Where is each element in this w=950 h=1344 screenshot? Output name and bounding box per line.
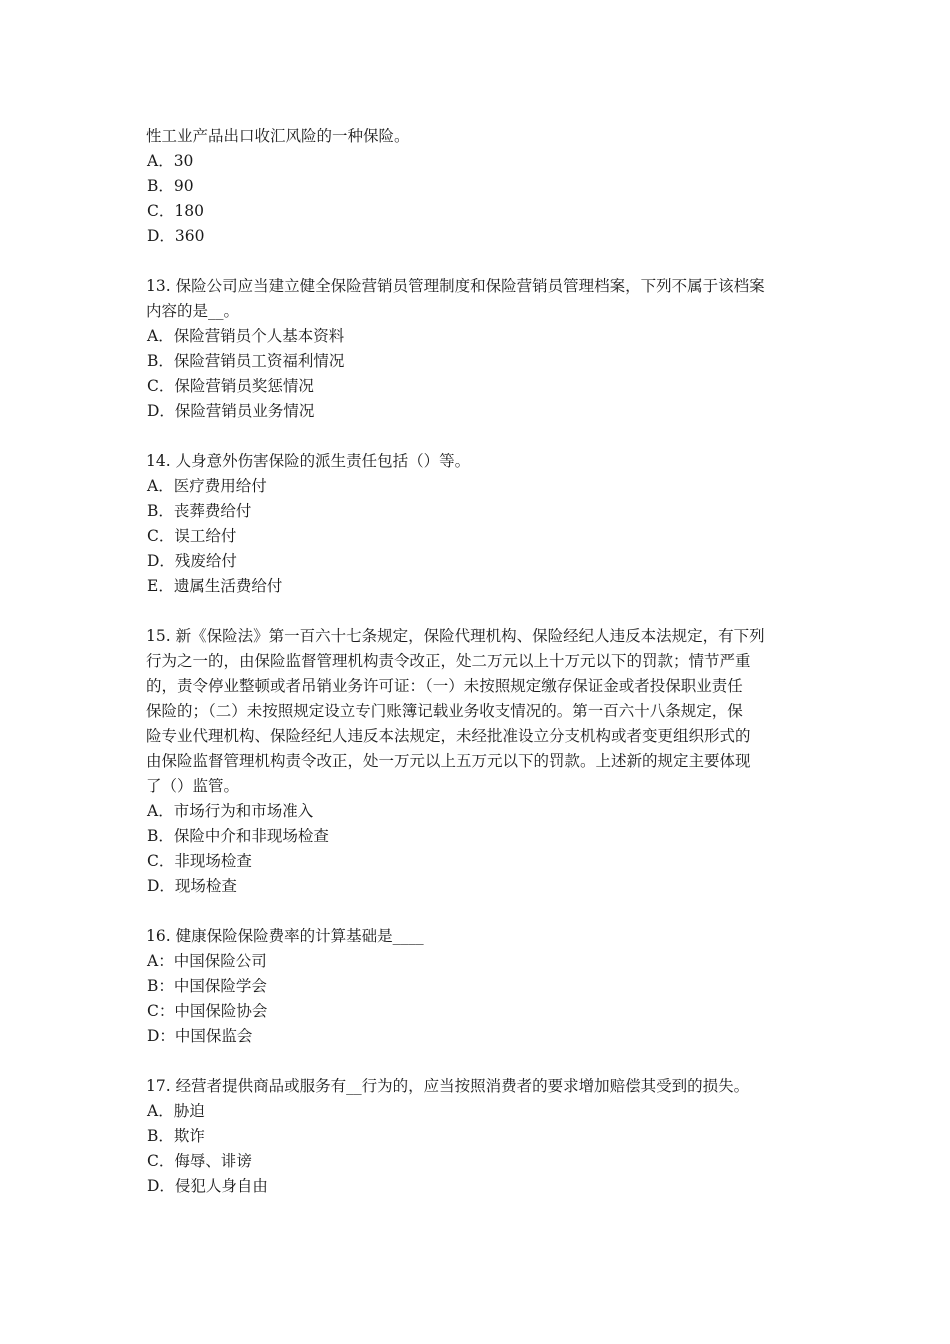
- option-b: B．90: [147, 177, 194, 195]
- option-a: A．医疗费用给付: [147, 477, 267, 495]
- question-text: 内容的是__。: [146, 302, 240, 320]
- option-c: C．180: [147, 202, 204, 220]
- question-text: 由保险监督管理机构责令改正，处一万元以上五万元以下的罚款。上述新的规定主要体现: [146, 752, 751, 770]
- question-text: 14. 人身意外伤害保险的派生责任包括（）等。: [146, 452, 471, 470]
- option-b: B．丧葬费给付: [147, 502, 252, 520]
- question-text: 的，责令停业整顿或者吊销业务许可证：（一）未按照规定缴存保证金或者投保职业责任: [146, 677, 743, 695]
- option-c: C：中国保险协会: [147, 1002, 268, 1020]
- question-text: 17. 经营者提供商品或服务有__行为的，应当按照消费者的要求增加赔偿其受到的损失。: [146, 1077, 750, 1095]
- option-c: C．误工给付: [147, 527, 237, 545]
- option-c: C．保险营销员奖惩情况: [147, 377, 314, 395]
- option-d: D．360: [147, 227, 205, 245]
- option-a: A．30: [147, 152, 194, 170]
- question-text: 16. 健康保险保险费率的计算基础是____: [146, 927, 424, 945]
- question-12: [146, 124, 808, 249]
- question-text: 13. 保险公司应当建立健全保险营销员管理制度和保险营销员管理档案，下列不属于该档案: [146, 277, 765, 295]
- question-text: 保险的；（二）未按照规定设立专门账簿记载业务收支情况的。第一百六十八条规定，保: [146, 702, 743, 720]
- question-text: 了（）监管。: [146, 777, 240, 795]
- question-16: [146, 924, 808, 1049]
- option-d: D．侵犯人身自由: [147, 1177, 268, 1195]
- option-d: D．现场检查: [147, 877, 237, 895]
- question-15: [146, 624, 808, 899]
- option-a: A．保险营销员个人基本资料: [147, 327, 345, 345]
- option-d: D．保险营销员业务情况: [147, 402, 315, 420]
- option-b: B．欺诈: [147, 1127, 205, 1145]
- question-13: [146, 274, 808, 424]
- option-b: B．保险营销员工资福利情况: [147, 352, 345, 370]
- option-a: A．市场行为和市场准入: [147, 802, 314, 820]
- option-c: C．侮辱、诽谤: [147, 1152, 252, 1170]
- option-a: A：中国保险公司: [147, 952, 267, 970]
- option-b: B．保险中介和非现场检查: [147, 827, 329, 845]
- option-e: E．遗属生活费给付: [147, 577, 283, 595]
- option-d: D：中国保监会: [147, 1027, 253, 1045]
- option-d: D．残废给付: [147, 552, 237, 570]
- question-17: [146, 1074, 808, 1199]
- question-text: 险专业代理机构、保险经纪人违反本法规定，未经批准设立分支机构或者变更组织形式的: [146, 727, 751, 745]
- option-c: C．非现场检查: [147, 852, 252, 870]
- option-b: B：中国保险学会: [147, 977, 267, 995]
- document-page: [146, 124, 808, 1199]
- question-text: 行为之一的，由保险监督管理机构责令改正，处二万元以上十万元以下的罚款；情节严重: [146, 652, 751, 670]
- option-a: A．胁迫: [147, 1102, 205, 1120]
- question-text: 15. 新《保险法》第一百六十七条规定，保险代理机构、保险经纪人违反本法规定，有下列: [146, 627, 765, 645]
- question-text: 性工业产品出口收汇风险的一种保险。: [146, 127, 410, 145]
- question-14: [146, 449, 808, 599]
